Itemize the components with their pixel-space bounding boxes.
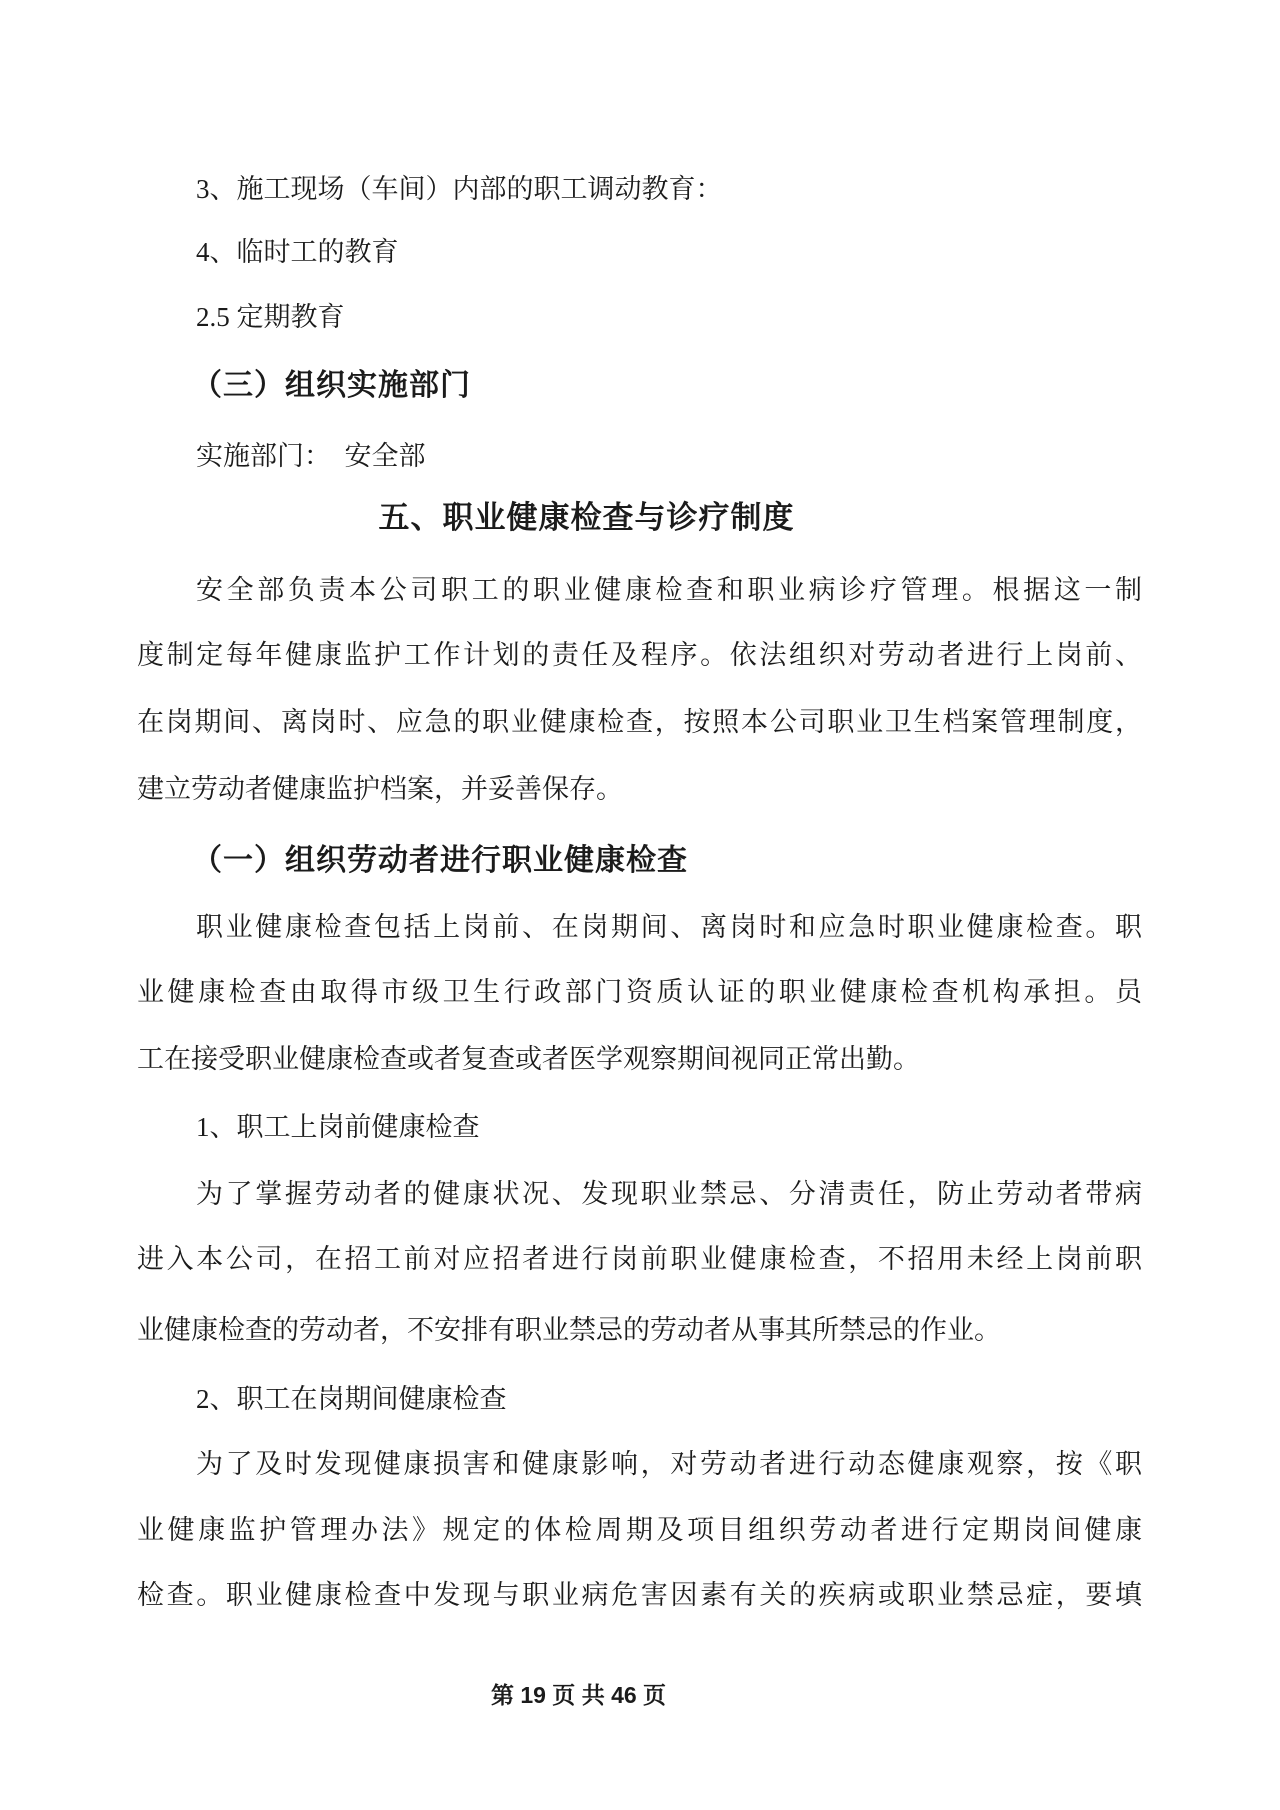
list-item-education-3: 3、施工现场（车间）内部的职工调动教育： xyxy=(196,174,723,204)
list-item-pre-job-checkup: 1、职工上岗前健康检查 xyxy=(196,1112,480,1142)
paragraph-line: 业健康检查的劳动者，不安排有职业禁忌的劳动者从事其所禁忌的作业。 xyxy=(137,1315,1001,1345)
paragraph-line: 检查。职业健康检查中发现与职业病危害因素有关的疾病或职业禁忌症，要填 xyxy=(137,1580,1142,1610)
paragraph-line: 安全部负责本公司职工的职业健康检查和职业病诊疗管理。根据这一制 xyxy=(196,575,1142,605)
paragraph-line: 建立劳动者健康监护档案，并妥善保存。 xyxy=(137,774,623,804)
implementing-dept-value: 实施部门： 安全部 xyxy=(196,441,426,471)
page-footer: 第 19 页 共 46 页 xyxy=(490,1682,667,1708)
paragraph-line: 为了及时发现健康损害和健康影响，对劳动者进行动态健康观察，按《职 xyxy=(196,1449,1142,1479)
paragraph-line: 进入本公司，在招工前对应招者进行岗前职业健康检查，不招用未经上岗前职 xyxy=(137,1244,1142,1274)
paragraph-line: 职业健康检查包括上岗前、在岗期间、离岗时和应急时职业健康检查。职 xyxy=(196,912,1142,942)
chapter-heading-occupational-health: 五、职业健康检查与诊疗制度 xyxy=(378,500,795,535)
paragraph-line: 业健康监护管理办法》规定的体检周期及项目组织劳动者进行定期岗间健康 xyxy=(137,1515,1142,1545)
paragraph-line: 业健康检查由取得市级卫生行政部门资质认证的职业健康检查机构承担。员 xyxy=(137,977,1142,1007)
section-heading-implementing-dept: （三）组织实施部门 xyxy=(192,369,471,402)
list-item-periodic-education: 2.5 定期教育 xyxy=(196,302,345,332)
paragraph-line: 工在接受职业健康检查或者复查或者医学观察期间视同正常出勤。 xyxy=(137,1044,920,1074)
paragraph-line: 在岗期间、离岗时、应急的职业健康检查，按照本公司职业卫生档案管理制度， xyxy=(137,707,1142,737)
paragraph-line: 为了掌握劳动者的健康状况、发现职业禁忌、分清责任，防止劳动者带病 xyxy=(196,1179,1142,1209)
list-item-on-job-checkup: 2、职工在岗期间健康检查 xyxy=(196,1384,507,1414)
section-heading-organize-checkups: （一）组织劳动者进行职业健康检查 xyxy=(192,844,688,877)
paragraph-line: 度制定每年健康监护工作计划的责任及程序。依法组织对劳动者进行上岗前、 xyxy=(137,640,1142,670)
list-item-education-4: 4、临时工的教育 xyxy=(196,237,399,267)
